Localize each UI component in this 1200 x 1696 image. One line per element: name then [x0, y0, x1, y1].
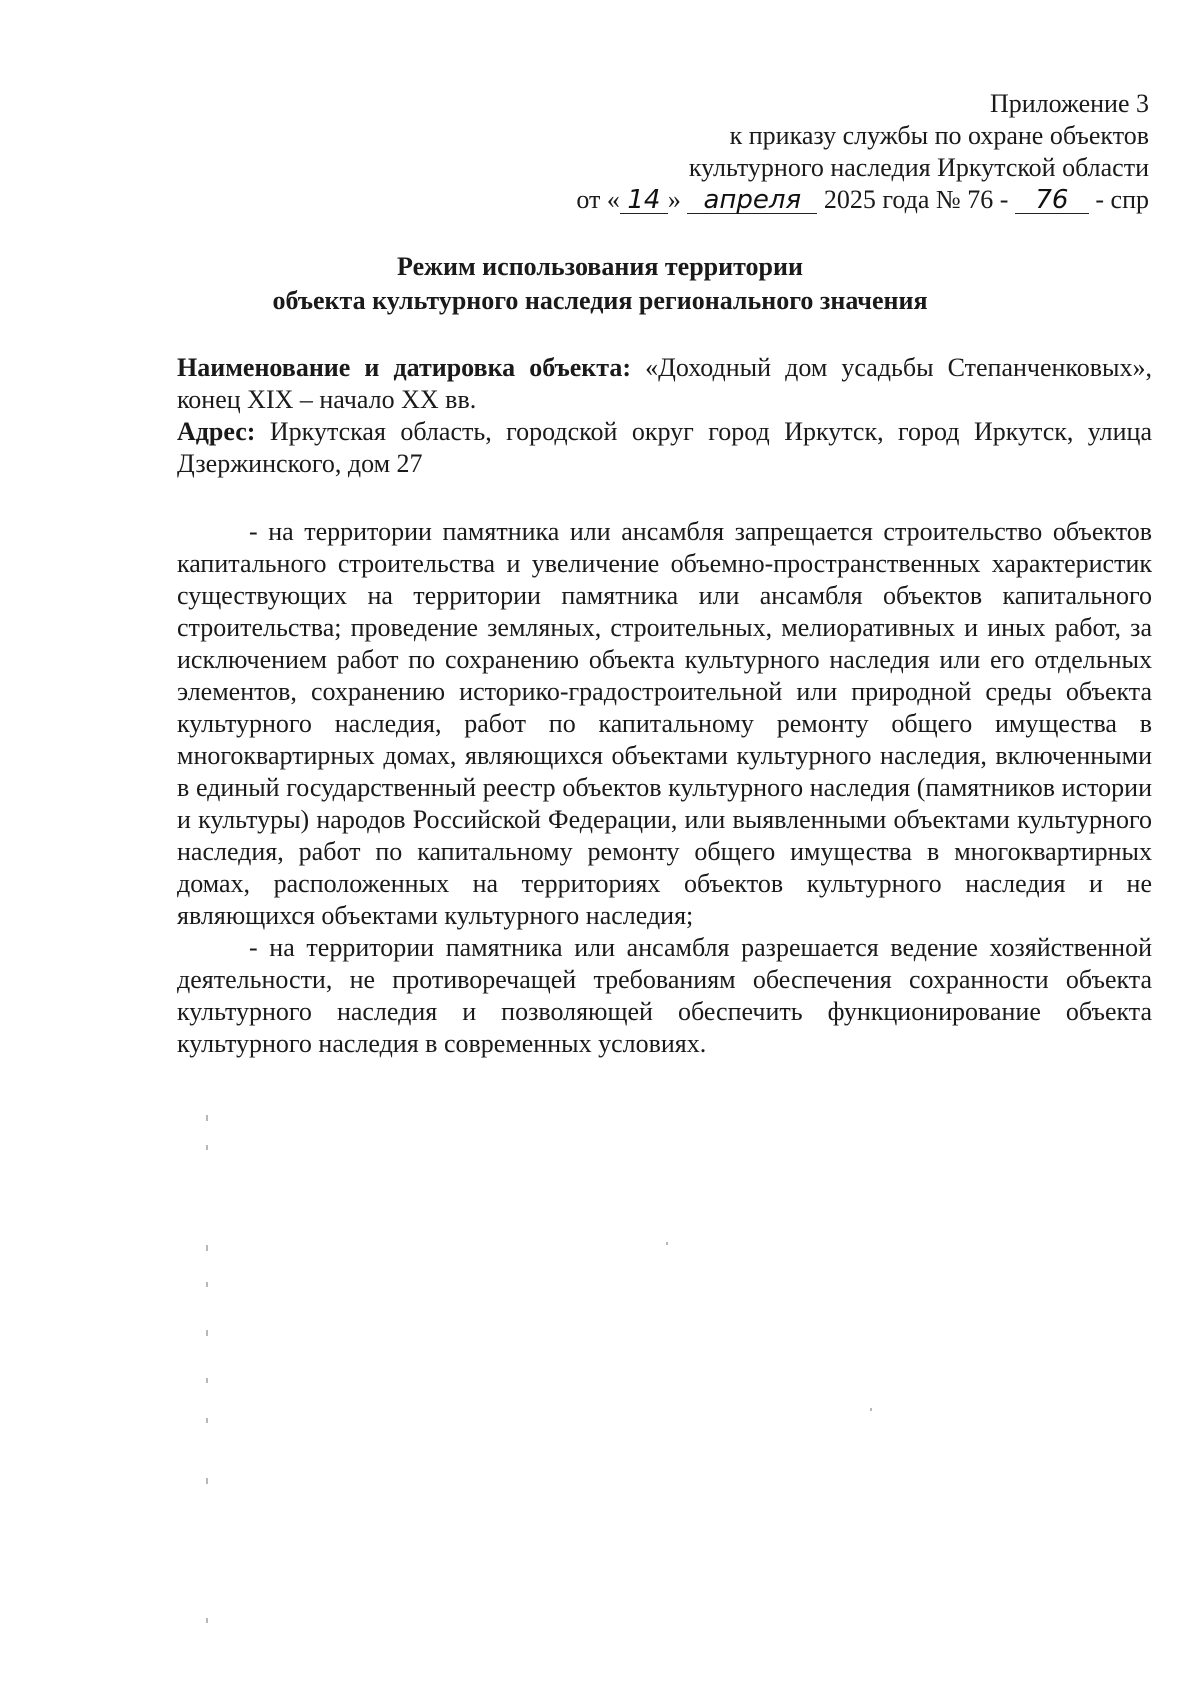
- handwritten-number: 76: [1015, 187, 1089, 214]
- year-text: 2025 года № 76 -: [823, 185, 1009, 214]
- scan-artifact: [206, 1478, 208, 1484]
- usage-rules: [177, 516, 1152, 1060]
- number-suffix: - спр: [1095, 185, 1149, 214]
- date-prefix: от «: [576, 185, 620, 214]
- object-info: [177, 352, 1152, 480]
- object-address-paragraph: [177, 416, 1152, 480]
- scan-artifact: [870, 1408, 872, 1411]
- document-title: [0, 250, 1200, 318]
- title-line-1: Режим использования территории: [397, 252, 803, 281]
- scan-artifact: [206, 1418, 208, 1423]
- object-name-value: «Доходный дом усадьбы Степанченковых», конец XIX – начало XX вв.: [177, 353, 1152, 414]
- appendix-date-line: [576, 184, 1149, 216]
- scan-artifact: [206, 1378, 208, 1383]
- rule-permitted: - на территории памятника или ансамбля разрешается ведение хозяйственной деятельности, не противоречащей требованиям обеспечения сохранности объекта культурного наследия и позволяющей обеспечить функционирование объекта культурного наследия в современных условиях.: [177, 933, 1152, 1058]
- object-name-paragraph: [177, 352, 1152, 416]
- appendix-order-ref: к приказу службы по охране объектов: [729, 121, 1149, 150]
- appendix-authority: культурного наследия Иркутской области: [688, 153, 1149, 182]
- rule-prohibited: - на территории памятника или ансамбля запрещается строительство объектов капитального строительства и увеличение объемно-пространственных характеристик существующих на территории памятника или ансамбля объектов капитального строительства; проведение земляных, строительных, мелиоративных и иных работ, за исключением работ по сохранению объекта культурного наследия или его отдельных элементов, сохранению историко-градостроительной или природной среды объекта культурного наследия, работ по капитальному ремонту общего имущества в многоквартирных домах, являющихся объектами культурного наследия, включенными в единый государственный реестр объектов культурного наследия (памятников истории и культуры) народов Российской Федерации, или выявленными объектами культурного наследия, работ по капитальному ремонту общего имущества в многоквартирных домах, расположенных на территориях объектов культурного наследия и не являющихся объектами культурного наследия;: [177, 517, 1152, 930]
- scan-artifact: [206, 1115, 208, 1121]
- scan-artifact: [206, 1618, 208, 1623]
- appendix-number: Приложение 3: [989, 89, 1149, 118]
- scan-artifact: [206, 1145, 208, 1150]
- scan-artifact: [206, 1282, 208, 1287]
- scan-artifact: [206, 1245, 208, 1251]
- scan-artifact: [666, 1242, 668, 1245]
- handwritten-day: 14: [620, 187, 668, 214]
- date-mid: »: [667, 185, 681, 214]
- handwritten-month: апреля: [687, 187, 817, 214]
- object-address-label: Адрес:: [177, 417, 256, 446]
- appendix-header: [576, 88, 1149, 216]
- scan-artifact: [206, 1330, 208, 1336]
- object-name-label: Наименование и датировка объекта:: [177, 353, 632, 382]
- title-line-2: объекта культурного наследия регионального значения: [272, 286, 928, 315]
- object-address-value: Иркутская область, городской округ город Иркутск, город Иркутск, улица Дзержинского, дом 27: [177, 417, 1153, 478]
